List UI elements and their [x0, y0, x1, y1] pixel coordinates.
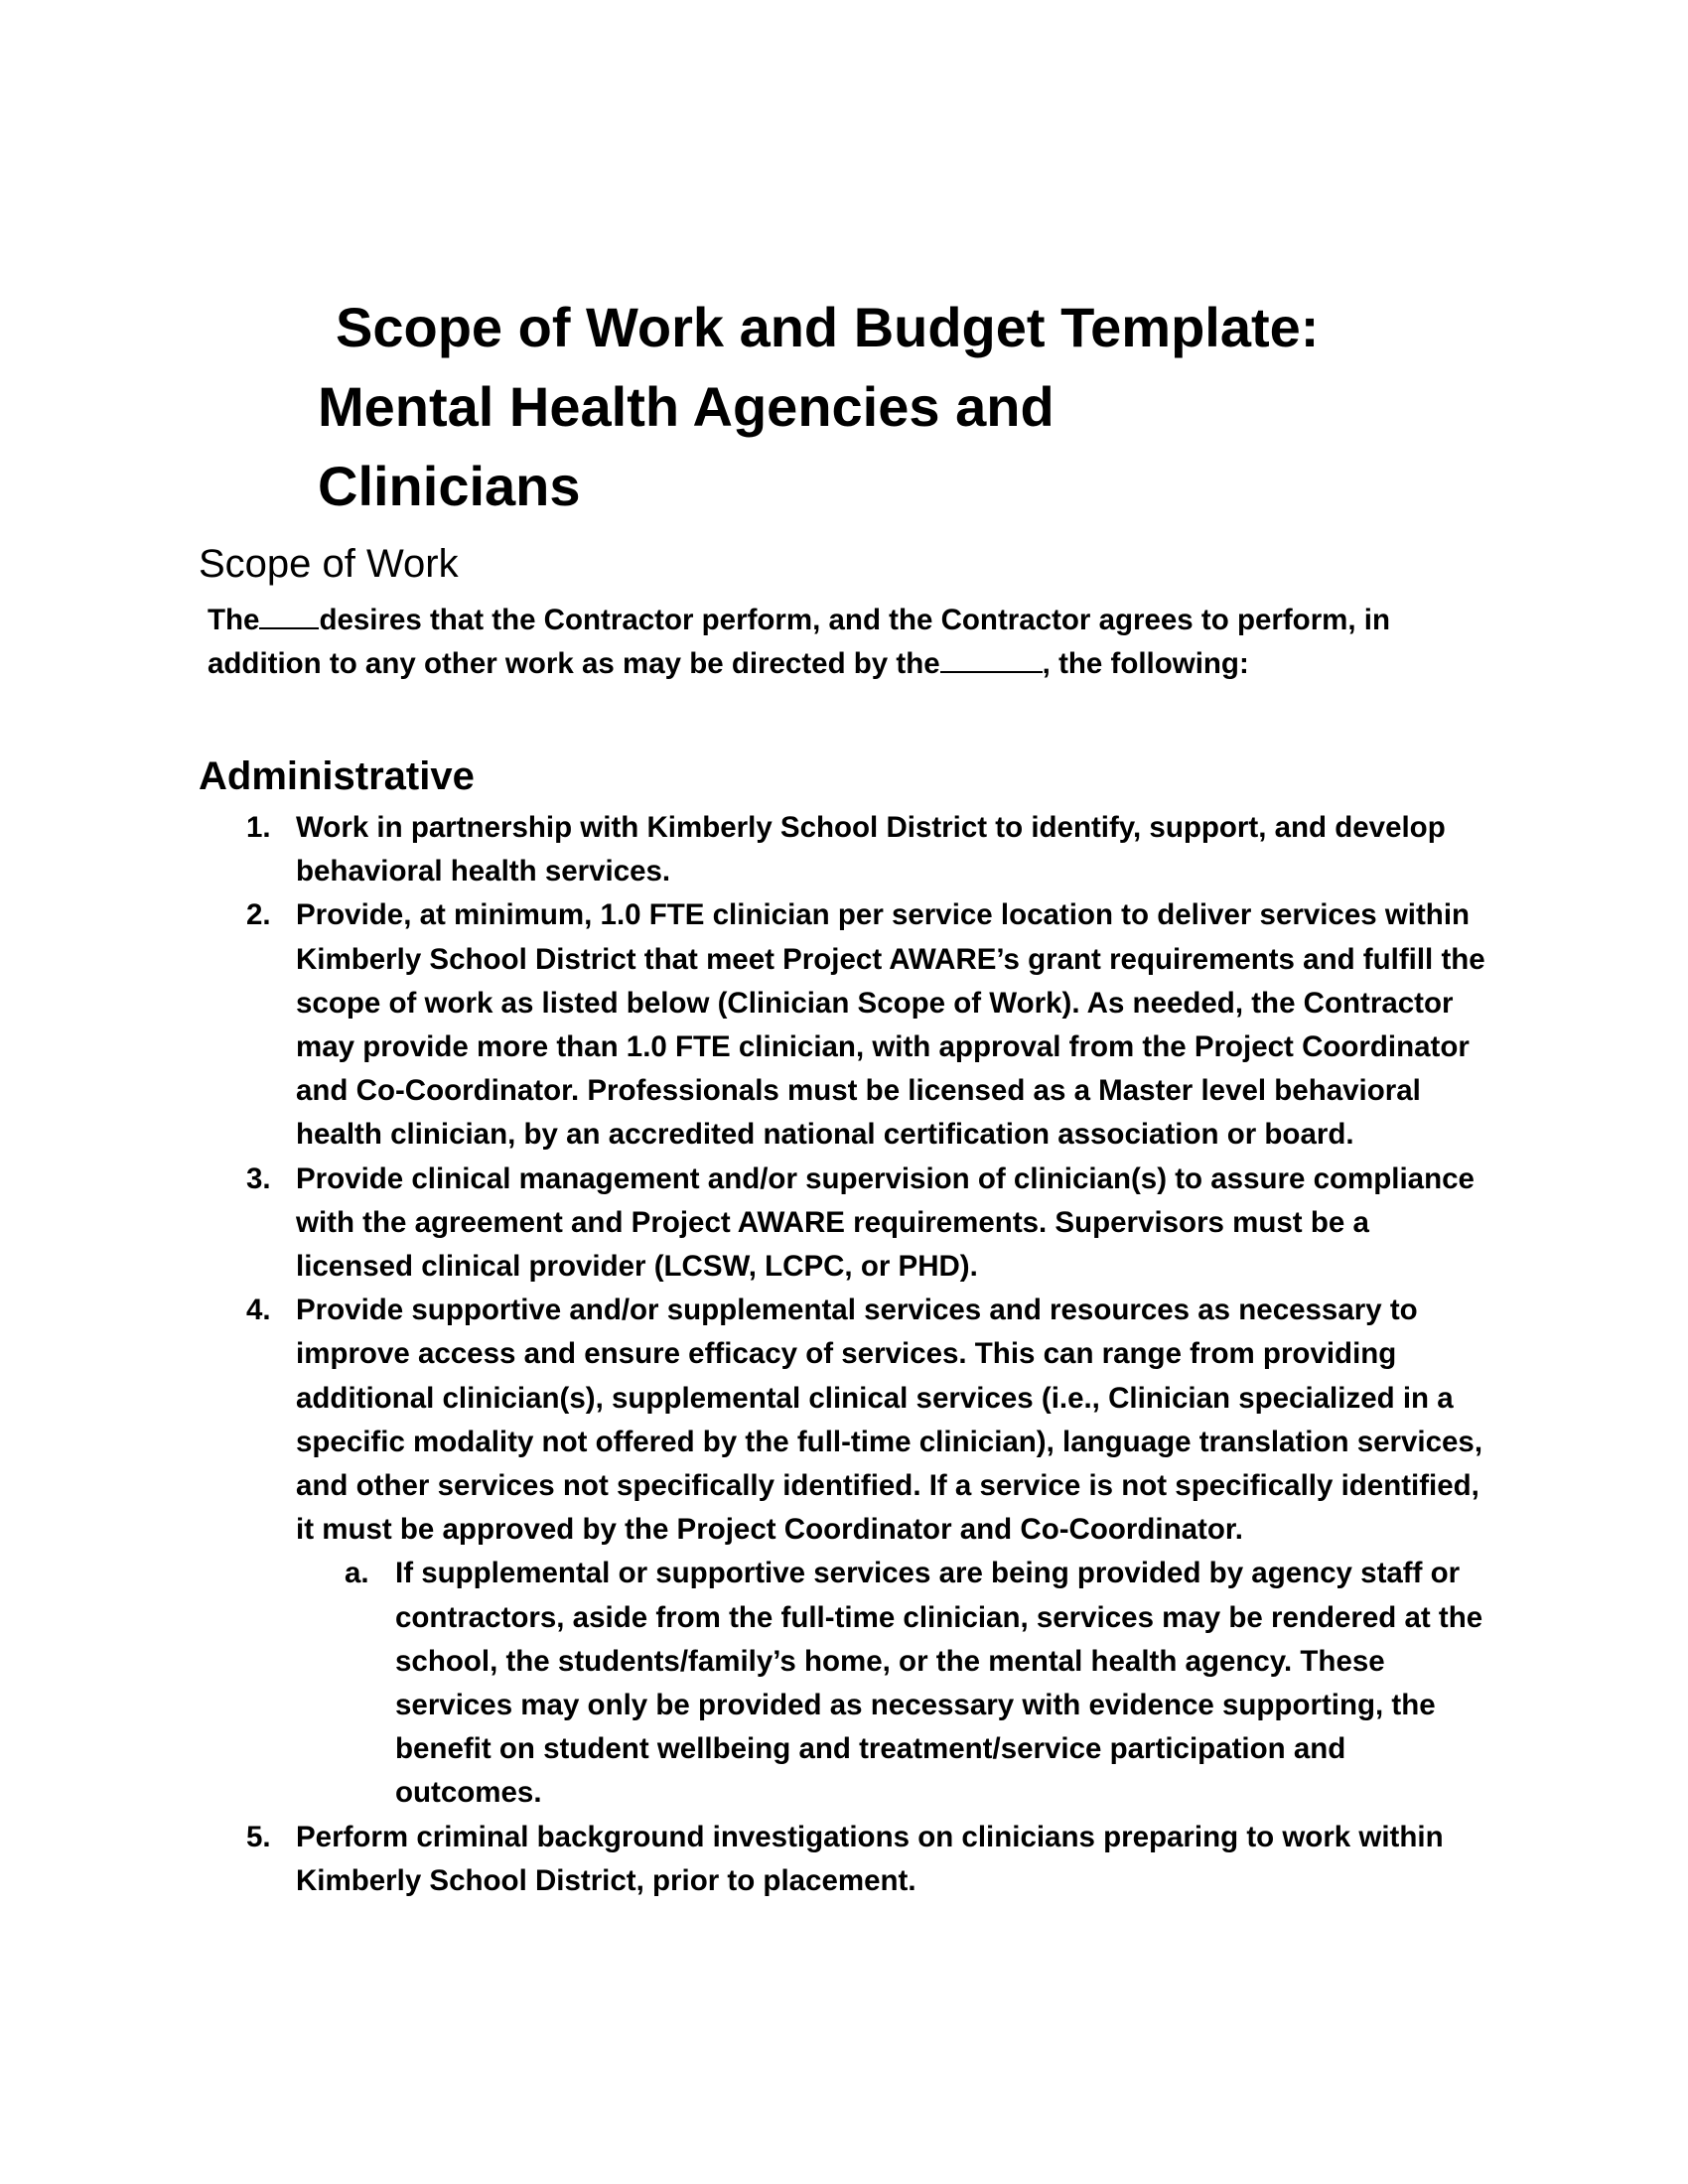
blank-line-1 — [259, 604, 319, 629]
administrative-heading: Administrative — [199, 754, 475, 798]
list-item-text: Provide, at minimum, 1.0 FTE clinician per service location to deliver services within Kimberly School District that meet Project AWARE’s grant requirements and fulfill the scope of work as listed below (Clinician Scope of Work). As needed, the Contractor may provide more than 1.0 FTE clinician, with approval from the Project Coordinator and Co-Coordinator. Professionals must be licensed as a Master level behavioral health clinician, by an accredited national certification association or board. — [296, 898, 1485, 1152]
list-item — [246, 806, 1492, 893]
sub-list-item — [345, 1552, 1492, 1815]
sub-list-item-letter: a. — [345, 1557, 369, 1590]
intro-paragraph — [208, 599, 1459, 686]
list-item — [246, 1158, 1492, 1290]
sub-list-item-text: If supplemental or supportive services are being provided by agency staff or contractors, aside from the full-time clinician, services may be rendered at the school, the students/family’s home, or the mental health agency. These services may only be provided as necessary with evidence supporting, the benefit on student wellbeing and treatment/service participation and outcomes. — [395, 1557, 1483, 1810]
list-item-number: 5. — [246, 1820, 271, 1853]
document-title-line-1: Scope of Work and Budget Template: — [336, 296, 1320, 358]
list-item — [246, 1289, 1492, 1815]
intro-text-part-1: The — [208, 604, 260, 636]
list-item-text: Provide clinical management and/or supervision of clinician(s) to assure compliance with the agreement and Project AWARE requirements. Supervisors must be a licensed clinical provider (LCSW, LCPC, or PHD). — [296, 1161, 1475, 1284]
list-item — [246, 893, 1492, 1157]
list-item-text: Perform criminal background investigations on clinicians preparing to work within Kimberly School District, prior to placement. — [296, 1820, 1444, 1897]
list-item — [246, 1816, 1492, 1903]
document-title-line-2: Mental Health Agencies and — [318, 375, 1055, 438]
sub-list — [296, 1552, 1492, 1815]
intro-text-part-3: , the following: — [1042, 647, 1249, 680]
scope-of-work-heading: Scope of Work — [199, 542, 459, 586]
list-item-number: 3. — [246, 1161, 271, 1195]
list-item-text: Work in partnership with Kimberly School District to identify, support, and develop behavioral health services. — [296, 811, 1446, 888]
list-item-number: 1. — [246, 811, 271, 844]
list-item-number: 2. — [246, 898, 271, 932]
document-title-line-3: Clinicians — [318, 455, 581, 517]
blank-line-2 — [940, 647, 1043, 673]
intro-text-part-2: desires that the Contractor perform, and the Contractor agrees to perform, in addition to any other work as may be directed by the — [208, 604, 1391, 680]
administrative-list — [246, 806, 1492, 1903]
list-item-text: Provide supportive and/or supplemental services and resources as necessary to improve access and ensure efficacy of services. This can range from providing additional clinician(s), supplemental clinical services (i.e., Clinician specialized in a specific modality not offered by the full-time clinician), language translation services, and other services not specifically identified. If a service is not specifically identified, it must be approved by the Project Coordinator and Co-Coordinator. — [296, 1294, 1483, 1547]
list-item-number: 4. — [246, 1294, 271, 1327]
